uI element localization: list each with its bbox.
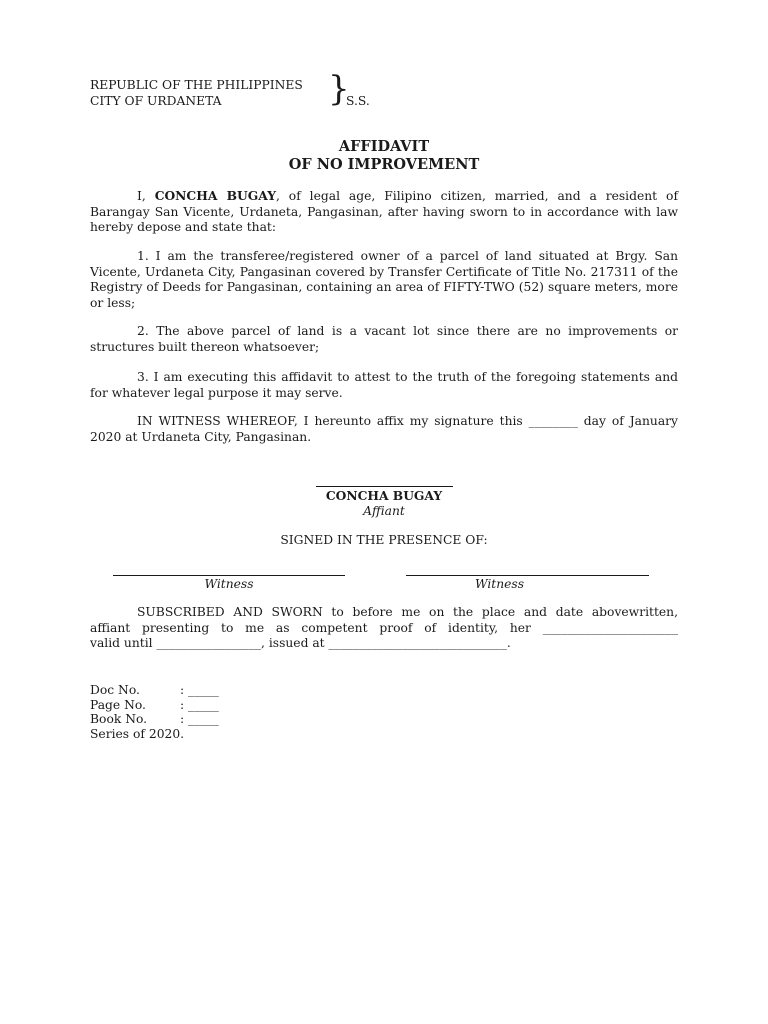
intro-affiant-name: CONCHA BUGAY (154, 188, 276, 203)
affiant-signature-line (316, 486, 453, 487)
statement-item-3-text: 3. I am executing this affidavit to attest to the truth of the foregoing statements and for whatever legal purpose it may serve. (90, 370, 678, 400)
presence-label: SIGNED IN THE PRESENCE OF: (280, 533, 488, 547)
notarial-register (90, 683, 219, 741)
notarial-series: Series of 2020. (90, 726, 185, 741)
venue-city: CITY OF URDANETA (90, 93, 222, 108)
witness-1-label: Witness (204, 577, 254, 591)
document-subtitle: OF NO IMPROVEMENT (288, 156, 480, 173)
jurat-paragraph (90, 605, 678, 652)
book-no-label: Book No. (90, 712, 148, 726)
book-no-value: : _____ (180, 712, 219, 726)
venue-ss: S.S. (346, 94, 370, 108)
statement-item-1-text: 1. I am the transferee/registered owner of a parcel of land situated at Brgy. San Vicente, Urdaneta City, Pangasinan covered by Transfer Certificate of Title No. 217311 of the Registry of Deeds for Pangasinan, containing an area of FIFTY-TWO (52) square meters, more or less; (90, 249, 678, 310)
statement-item-2 (90, 324, 678, 355)
notarial-row-doc (90, 683, 219, 698)
intro-text: , of legal age, Filipino citizen, married, and a resident of Barangay San Vicente, Urdaneta, Pangasinan, after having sworn to in accordance with law hereby depose and state that: (90, 189, 678, 234)
page-no-label: Page No. (90, 697, 146, 712)
witness-1-signature-line (113, 575, 345, 576)
notarial-row-book (90, 712, 219, 727)
doc-no-label: Doc No. (90, 683, 140, 697)
statement-item-1 (90, 249, 678, 311)
witness-2-label: Witness (474, 577, 525, 591)
jurat-line-3: valid until _________________, issued at _____________________________. (90, 636, 511, 650)
witness-2-signature-line (406, 575, 649, 576)
venue-republic: REPUBLIC OF THE PHILIPPINES (90, 78, 303, 92)
witness-clause (90, 414, 678, 445)
jurat-line-1: SUBSCRIBED AND SWORN to before me on the place and date abovewritten, (137, 605, 678, 619)
statement-item-3 (90, 370, 678, 401)
venue-brace: } (328, 69, 350, 109)
witness-clause-text: IN WITNESS WHEREOF, I hereunto affix my signature this ________ day of January 2020 at Urdaneta City, Pangasinan. (90, 414, 678, 444)
intro-prefix: I, (137, 189, 155, 203)
jurat-line-2: affiant presenting to me as competent proof of identity, her ______________________ (90, 620, 678, 635)
document-title: AFFIDAVIT (338, 138, 430, 155)
statement-item-2-text: 2. The above parcel of land is a vacant lot since there are no improvements or structures built thereon whatsoever; (90, 324, 678, 354)
notarial-row-page (90, 698, 219, 713)
page-no-value: : _____ (180, 697, 219, 712)
affiant-name: CONCHA BUGAY (325, 488, 443, 503)
intro-paragraph (90, 188, 678, 236)
affiant-role: Affiant (363, 504, 405, 518)
doc-no-value: : _____ (180, 683, 219, 697)
